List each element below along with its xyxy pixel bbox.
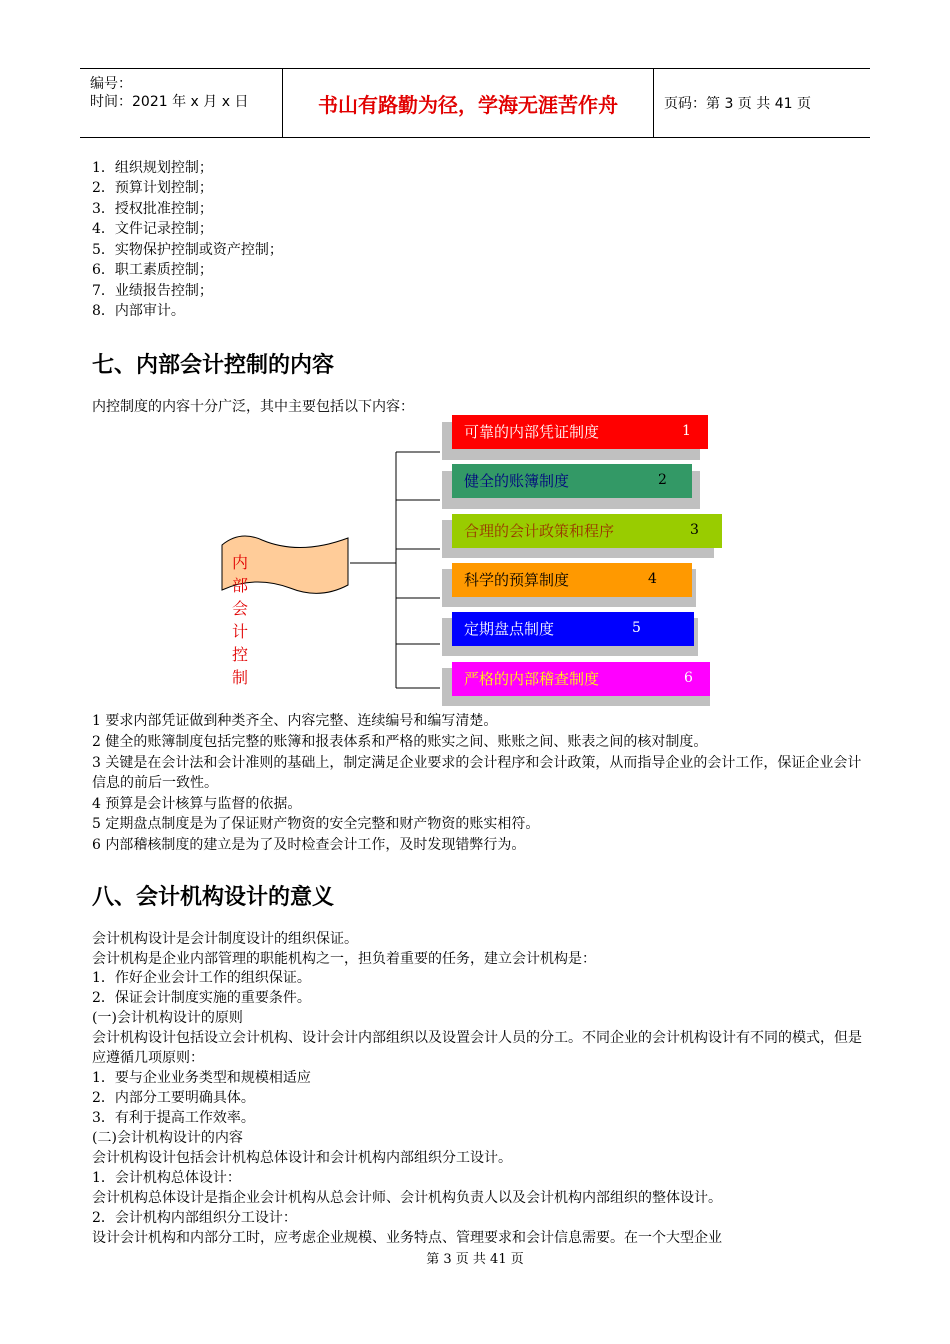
body-paragraph: 会计机构设计包括设立会计机构、设计会计内部组织以及设置会计人员的分工。不同企业的会计机构设计有不同的模式，但是应遵循几项原则： bbox=[92, 1030, 862, 1066]
diagram-box-number: 4 bbox=[648, 571, 657, 587]
diagram-box-label: 定期盘点制度 bbox=[464, 620, 555, 638]
body-line: 1．作好企业会计工作的组织保证。 bbox=[92, 970, 311, 986]
list-item: 1．组织规划控制； bbox=[92, 160, 213, 176]
body-line: 2．保证会计制度实施的重要条件。 bbox=[92, 990, 311, 1006]
list-item: 7．业绩报告控制； bbox=[92, 283, 213, 299]
diagram-box-4 bbox=[452, 563, 692, 597]
body-line: (二)会计机构设计的内容 bbox=[92, 1130, 243, 1146]
diagram-box-label: 严格的内部稽查制度 bbox=[464, 670, 600, 688]
note-3: 3 关键是在会计法和会计准则的基础上，制定满足企业要求的会计程序和会计政策，从而指导企业的会计工作，保证企业会计信息的前后一致性。 bbox=[92, 755, 862, 791]
diagram-box-label: 科学的预算制度 bbox=[464, 571, 570, 589]
note-4: 4 预算是会计核算与监督的依据。 bbox=[92, 796, 302, 812]
body-line: 会计机构总体设计是指企业会计机构从总会计师、会计机构负责人以及会计机构内部组织的整体设计。 bbox=[92, 1190, 722, 1206]
body-line: 会计机构是企业内部管理的职能机构之一，担负着重要的任务，建立会计机构是： bbox=[92, 951, 596, 967]
note-2: 2 健全的账簿制度包括完整的账簿和报表体系和严格的账实之间、账账之间、账表之间的核对制度。 bbox=[92, 734, 708, 750]
body-line: 2．会计机构内部组织分工设计： bbox=[92, 1210, 297, 1226]
diagram-box-number: 1 bbox=[682, 423, 691, 439]
diagram-box-6 bbox=[452, 662, 710, 696]
header-number-label: 编号： bbox=[90, 76, 132, 92]
note-5: 5 定期盘点制度是为了保证财产物资的安全完整和财产物资的账实相符。 bbox=[92, 816, 540, 832]
root-label: 内部会计控制 bbox=[232, 553, 249, 687]
body-line: 1．要与企业业务类型和规模相适应 bbox=[92, 1070, 311, 1086]
list-item: 4．文件记录控制； bbox=[92, 221, 213, 237]
section-8-title: 八、会计机构设计的意义 bbox=[92, 885, 335, 910]
list-item: 2．预算计划控制； bbox=[92, 180, 213, 196]
diagram-box-1 bbox=[452, 415, 708, 449]
diagram-box-3 bbox=[452, 514, 722, 548]
body-line: (一)会计机构设计的原则 bbox=[92, 1010, 243, 1026]
diagram-box-number: 3 bbox=[690, 522, 699, 538]
diagram-box-label: 合理的会计政策和程序 bbox=[464, 522, 615, 540]
list-item: 5．实物保护控制或资产控制； bbox=[92, 242, 283, 258]
list-item: 3．授权批准控制； bbox=[92, 201, 213, 217]
header-motto: 书山有路勤为径，学海无涯苦作舟 bbox=[283, 69, 654, 137]
note-6: 6 内部稽核制度的建立是为了及时检查会计工作，及时发现错弊行为。 bbox=[92, 837, 526, 853]
diagram-box-label: 健全的账簿制度 bbox=[464, 472, 570, 490]
diagram-box-number: 5 bbox=[632, 620, 641, 636]
list-item: 8．内部审计。 bbox=[92, 303, 185, 319]
diagram-box-number: 2 bbox=[658, 472, 667, 488]
diagram-box-2 bbox=[452, 464, 692, 498]
body-line: 1．会计机构总体设计： bbox=[92, 1170, 241, 1186]
body-line: 设计会计机构和内部分工时，应考虑企业规模、业务特点、管理要求和会计信息需要。在一个大型企业 bbox=[92, 1230, 722, 1246]
section-7-title: 七、内部会计控制的内容 bbox=[92, 353, 335, 378]
list-item: 6．职工素质控制； bbox=[92, 262, 213, 278]
body-line: 会计机构设计是会计制度设计的组织保证。 bbox=[92, 931, 358, 947]
section-7-intro: 内控制度的内容十分广泛，其中主要包括以下内容： bbox=[92, 399, 414, 415]
note-1: 1 要求内部凭证做到种类齐全、内容完整、连续编号和编写清楚。 bbox=[92, 713, 498, 729]
body-line: 3．有利于提高工作效率。 bbox=[92, 1110, 255, 1126]
header-time-label: 时间：2021 年 x 月 x 日 bbox=[90, 94, 249, 110]
page-footer: 第 3 页 共 41 页 bbox=[426, 1252, 524, 1267]
header-page-label: 页码：第 3 页 共 41 页 bbox=[664, 96, 811, 112]
body-line: 会计机构设计包括会计机构总体设计和会计机构内部组织分工设计。 bbox=[92, 1150, 512, 1166]
body-line: 2．内部分工要明确具体。 bbox=[92, 1090, 255, 1106]
diagram-box-number: 6 bbox=[684, 670, 693, 686]
diagram-box-label: 可靠的内部凭证制度 bbox=[464, 423, 600, 441]
diagram-box-5 bbox=[452, 612, 694, 646]
